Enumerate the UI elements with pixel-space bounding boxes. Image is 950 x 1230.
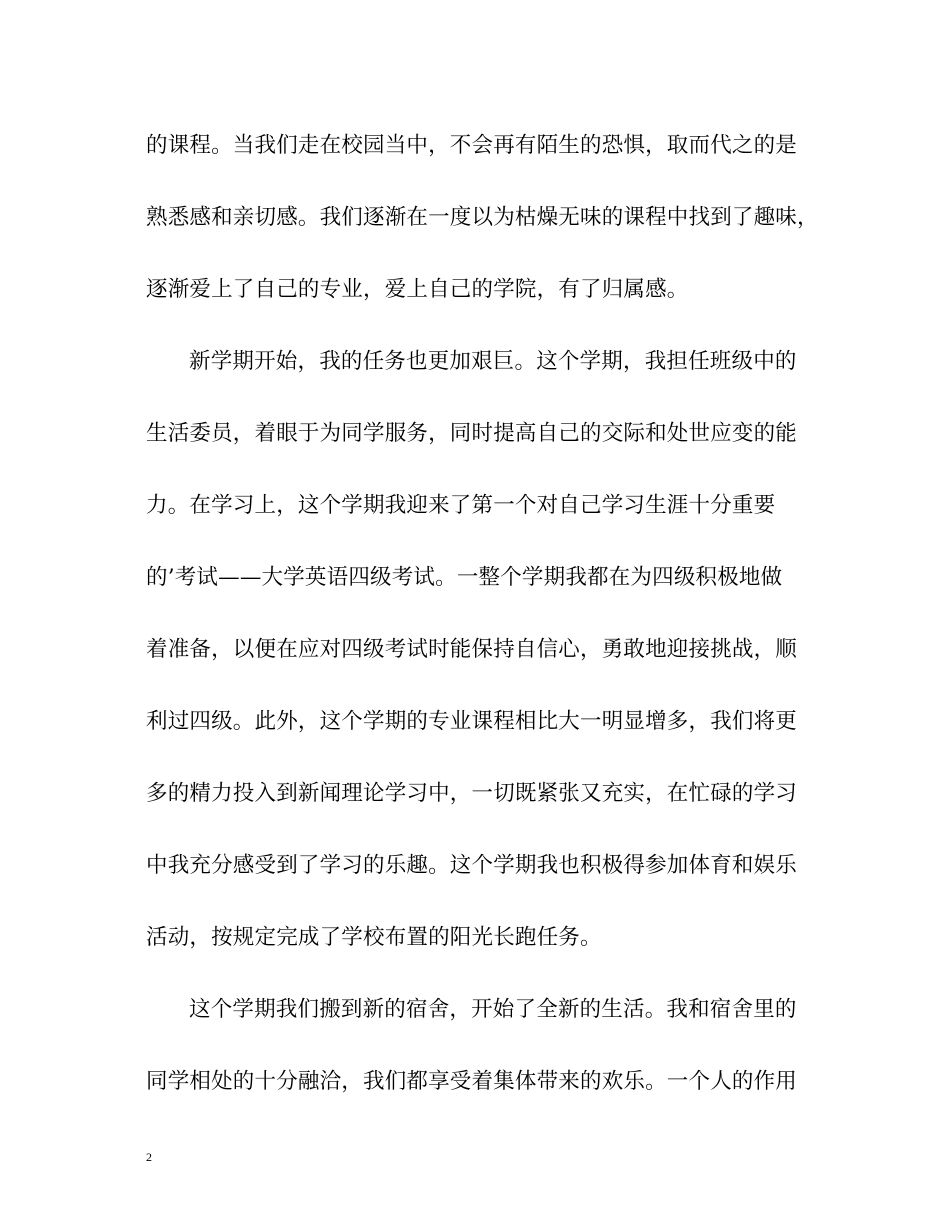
text-line: 中我充分感受到了学习的乐趣。这个学期我也积极得参加体育和娱乐 (146, 853, 798, 878)
text-line: 逐渐爱上了自己的专业，爱上自己的学院，有了归属感。 (146, 277, 689, 302)
page-number: 2 (146, 1150, 152, 1164)
text-line: 生活委员，着眼于为同学服务，同时提高自己的交际和处世应变的能 (146, 421, 798, 446)
paragraph-start-line: 这个学期我们搬到新的宿舍，开始了全新的生活。我和宿舍里的 (189, 997, 797, 1022)
text-line: 活动，按规定完成了学校布置的阳光长跑任务。 (146, 925, 602, 950)
text-line: 多的精力投入到新闻理论学习中，一切既紧张又充实，在忙碌的学习 (146, 781, 798, 806)
text-line: 着准备，以便在应对四级考试时能保持自信心，勇敢地迎接挑战，顺 (146, 637, 798, 662)
text-line: 同学相处的十分融洽，我们都享受着集体带来的欢乐。一个人的作用 (146, 1069, 798, 1094)
text-line: 的’考试——大学英语四级考试。一整个学期我都在为四级积极地做 (146, 565, 783, 590)
text-line: 利过四级。此外，这个学期的专业课程相比大一明显增多，我们将更 (146, 709, 798, 734)
text-line: 的课程。当我们走在校园当中，不会再有陌生的恐惧，取而代之的是 (146, 133, 798, 158)
text-line: 力。在学习上，这个学期我迎来了第一个对自己学习生涯十分重要 (146, 493, 776, 518)
text-line: 熟悉感和亲切感。我们逐渐在一度以为枯燥无味的课程中找到了趣味， (146, 205, 819, 230)
paragraph-start-line: 新学期开始，我的任务也更加艰巨。这个学期，我担任班级中的 (189, 349, 797, 374)
